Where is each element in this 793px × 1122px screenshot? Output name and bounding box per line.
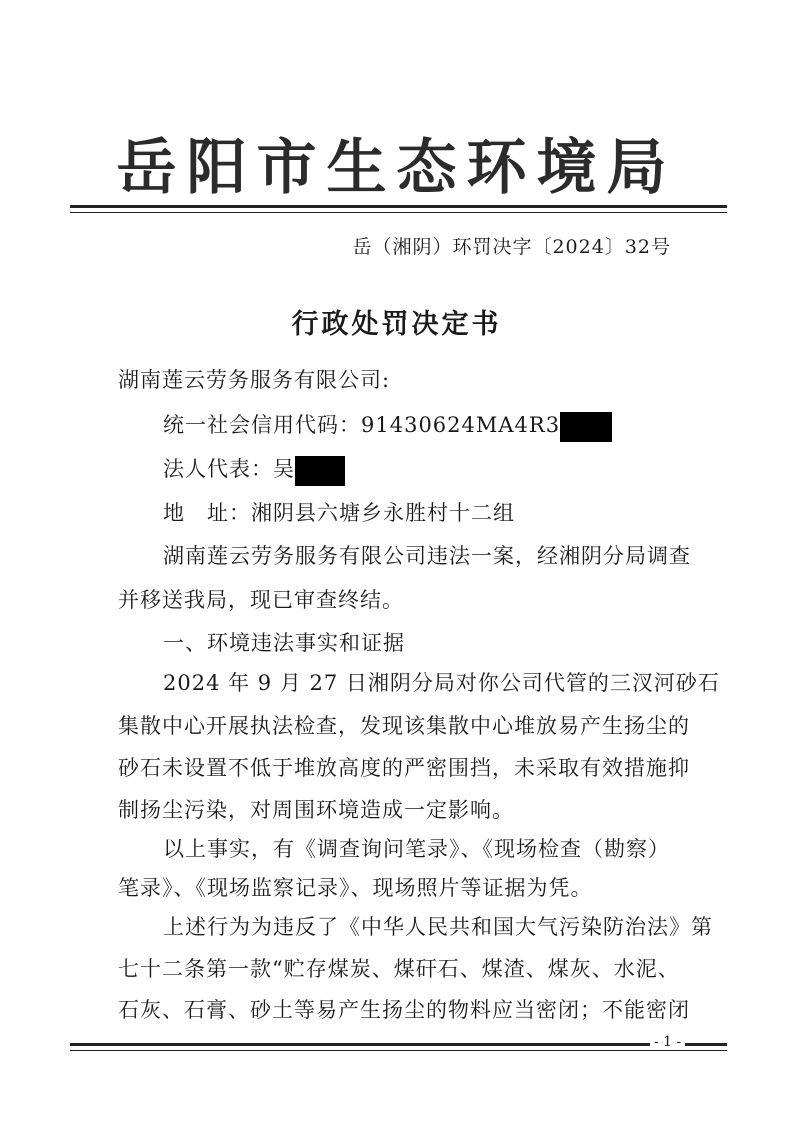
legal-rep-row <box>163 453 345 486</box>
address-row <box>163 497 515 527</box>
address-value: 湘阴县六塘乡永胜村十二组 <box>251 501 515 525</box>
document-title: 行政处罚决定书 <box>291 309 502 340</box>
header-rule-thick <box>70 205 727 208</box>
address-label: 地 址： <box>163 501 251 525</box>
legal-rep-label: 法人代表： <box>163 457 273 481</box>
credit-code-value: 91430624MA4R3 <box>361 413 561 437</box>
body-line: 砂石未设置不低于堆放高度的严密围挡，未采取有效措施抑 <box>118 756 690 780</box>
recipient: 湖南莲云劳务服务有限公司: <box>118 368 391 392</box>
page-number: - 1 - <box>650 1034 685 1050</box>
credit-code-label: 统一社会信用代码： <box>163 413 361 437</box>
legal-rep-value: 吴 <box>273 457 295 481</box>
section-heading: 一、环境违法事实和证据 <box>163 631 405 655</box>
body-line: 以上事实，有《调查询问笔录》、《现场检查（勘察） <box>163 837 670 861</box>
credit-code-row <box>163 409 612 442</box>
body-line: 制扬尘污染，对周围环境造成一定影响。 <box>118 798 514 822</box>
body-line: 上述行为为违反了《中华人民共和国大气污染防治法》第 <box>163 915 713 939</box>
body-line: 集散中心开展执法检查，发现该集散中心堆放易产生扬尘的 <box>118 714 690 738</box>
footer-rule-thick <box>70 1043 727 1046</box>
body-line: 湖南莲云劳务服务有限公司违法一案，经湘阴分局调查 <box>163 544 691 568</box>
body-line: 七十二条第一款“贮存煤炭、煤矸石、煤渣、煤灰、水泥、 <box>118 957 680 981</box>
header-rule-thin <box>70 212 727 213</box>
body-line: 并移送我局，现已审查终结。 <box>118 588 404 612</box>
document-number: 岳（湘阴）环罚决字〔2024〕32号 <box>352 236 671 258</box>
redaction-block <box>560 412 612 442</box>
body-line: 石灰、石膏、砂土等易产生扬尘的物料应当密闭；不能密闭 <box>118 998 690 1022</box>
redaction-block <box>295 456 345 486</box>
footer-rule-thin <box>70 1050 727 1051</box>
body-line: 2024 年 9 月 27 日湘阴分局对你公司代管的三汊河砂石 <box>163 671 720 695</box>
agency-header: 岳阳市生态环境局 <box>116 133 677 203</box>
body-line: 笔录》、《现场监察记录》、现场照片等证据为凭。 <box>118 876 593 900</box>
